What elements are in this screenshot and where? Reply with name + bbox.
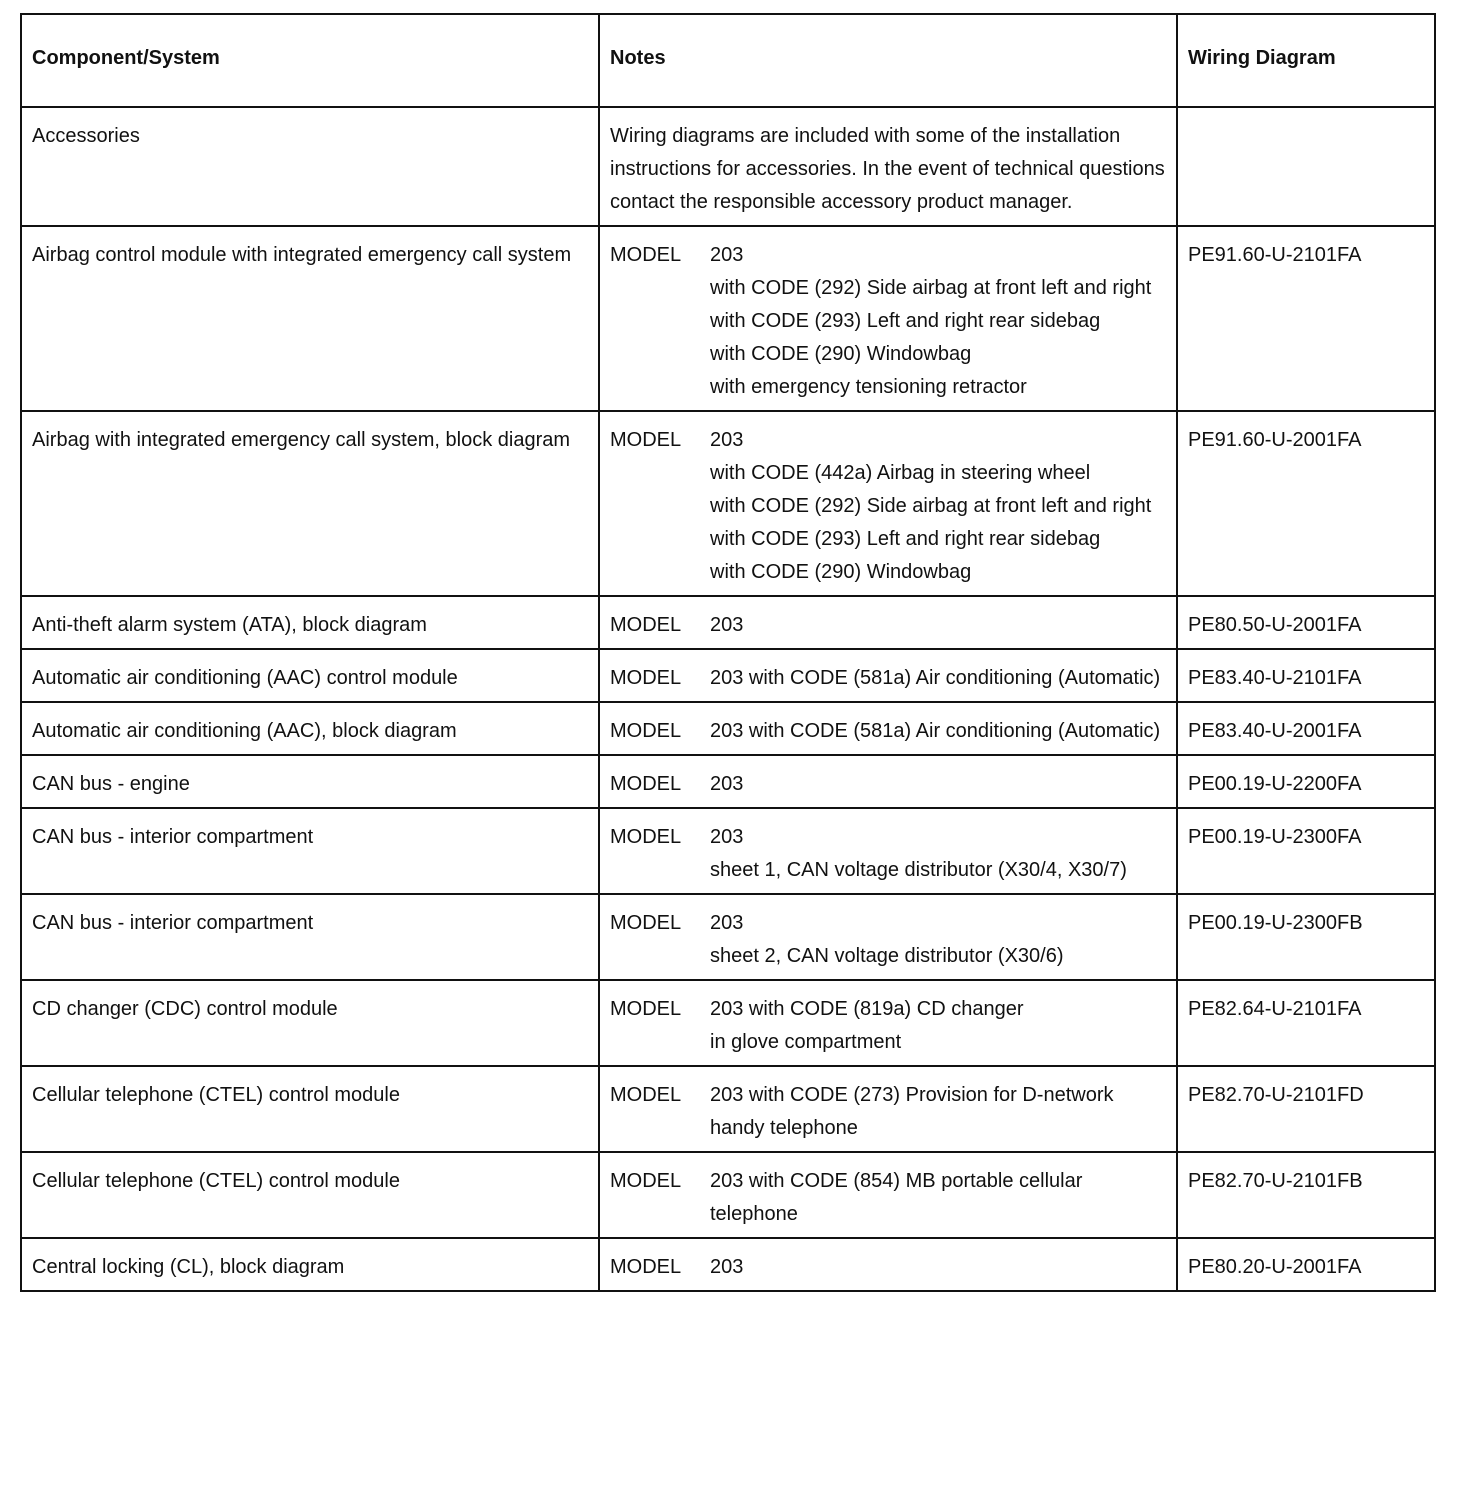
cell-wiring-diagram: PE91.60-U-2001FA	[1177, 411, 1435, 596]
cell-wiring-diagram: PE00.19-U-2200FA	[1177, 755, 1435, 808]
table-header-row	[21, 14, 1435, 107]
cell-notes	[599, 596, 1177, 649]
model-label: MODEL	[610, 1256, 682, 1278]
header-wiring-diagram: Wiring Diagram	[1177, 14, 1435, 107]
table-row	[21, 1066, 1435, 1152]
note-text: Wiring diagrams are included with some of the installation instructions for accessories. In the event of technical questions contact the responsible accessory product manager.	[610, 125, 1165, 213]
note-line: 203 with CODE (273) Provision for D-network handy telephone	[710, 1084, 1114, 1139]
cell-notes	[599, 980, 1177, 1066]
note-lines	[710, 907, 1166, 973]
table-row	[21, 980, 1435, 1066]
note-line: in glove compartment	[710, 1031, 902, 1053]
cell-component: Accessories	[21, 107, 599, 226]
note-line: with CODE (442a) Airbag in steering wheel	[710, 462, 1091, 484]
note-lines	[710, 1079, 1166, 1145]
note-lines	[710, 662, 1166, 695]
cell-component: CAN bus - engine	[21, 755, 599, 808]
note-line: 203 with CODE (581a) Air conditioning (Automatic)	[710, 720, 1161, 742]
notes-block	[610, 768, 1166, 801]
table-row	[21, 596, 1435, 649]
model-label: MODEL	[610, 998, 682, 1020]
note-lines	[710, 715, 1166, 748]
note-lines	[710, 609, 1166, 642]
cell-wiring-diagram: PE80.20-U-2001FA	[1177, 1238, 1435, 1291]
cell-notes	[599, 755, 1177, 808]
note-lines	[710, 768, 1166, 801]
cell-component: CD changer (CDC) control module	[21, 980, 599, 1066]
notes-block	[610, 1251, 1166, 1284]
note-line: 203 with CODE (819a) CD changer	[710, 998, 1024, 1020]
cell-component: Cellular telephone (CTEL) control module	[21, 1152, 599, 1238]
cell-notes	[599, 702, 1177, 755]
cell-wiring-diagram: PE82.70-U-2101FD	[1177, 1066, 1435, 1152]
model-label: MODEL	[610, 826, 682, 848]
cell-component: Automatic air conditioning (AAC), block diagram	[21, 702, 599, 755]
cell-component: Cellular telephone (CTEL) control module	[21, 1066, 599, 1152]
header-component: Component/System	[21, 14, 599, 107]
note-line: 203	[710, 1256, 744, 1278]
notes-block	[610, 1079, 1166, 1145]
note-line: sheet 1, CAN voltage distributor (X30/4, X30/7)	[710, 859, 1127, 881]
model-label: MODEL	[610, 1084, 682, 1106]
note-line: 203	[710, 912, 744, 934]
note-line: 203 with CODE (581a) Air conditioning (Automatic)	[710, 667, 1161, 689]
note-line: with CODE (292) Side airbag at front left and right	[710, 277, 1152, 299]
table-row	[21, 226, 1435, 411]
cell-wiring-diagram: PE82.70-U-2101FB	[1177, 1152, 1435, 1238]
cell-component: Airbag with integrated emergency call system, block diagram	[21, 411, 599, 596]
note-lines	[710, 993, 1166, 1059]
cell-component: Anti-theft alarm system (ATA), block diagram	[21, 596, 599, 649]
note-line: 203	[710, 773, 744, 795]
cell-component: CAN bus - interior compartment	[21, 894, 599, 980]
cell-notes	[599, 1152, 1177, 1238]
model-label: MODEL	[610, 244, 682, 266]
notes-block	[610, 662, 1166, 695]
table-body	[21, 107, 1435, 1291]
cell-component: Central locking (CL), block diagram	[21, 1238, 599, 1291]
note-line: 203	[710, 244, 744, 266]
model-label: MODEL	[610, 1170, 682, 1192]
model-label: MODEL	[610, 720, 682, 742]
note-line: sheet 2, CAN voltage distributor (X30/6)	[710, 945, 1064, 967]
cell-wiring-diagram: PE83.40-U-2001FA	[1177, 702, 1435, 755]
model-label: MODEL	[610, 614, 682, 636]
cell-wiring-diagram	[1177, 107, 1435, 226]
cell-wiring-diagram: PE82.64-U-2101FA	[1177, 980, 1435, 1066]
cell-wiring-diagram: PE00.19-U-2300FA	[1177, 808, 1435, 894]
model-label: MODEL	[610, 912, 682, 934]
note-lines	[710, 424, 1166, 589]
table-row	[21, 1152, 1435, 1238]
note-lines	[710, 1251, 1166, 1284]
cell-notes	[599, 894, 1177, 980]
notes-block	[610, 1165, 1166, 1231]
note-lines	[710, 821, 1166, 887]
table-row	[21, 808, 1435, 894]
cell-wiring-diagram: PE00.19-U-2300FB	[1177, 894, 1435, 980]
notes-block	[610, 907, 1166, 973]
cell-notes	[599, 107, 1177, 226]
notes-block	[610, 715, 1166, 748]
note-line: with CODE (290) Windowbag	[710, 561, 972, 583]
note-line: 203	[710, 614, 744, 636]
cell-notes	[599, 411, 1177, 596]
notes-block	[610, 424, 1166, 589]
notes-block	[610, 609, 1166, 642]
note-line: 203	[710, 826, 744, 848]
note-line: with CODE (290) Windowbag	[710, 343, 972, 365]
model-label: MODEL	[610, 773, 682, 795]
notes-block	[610, 821, 1166, 887]
note-lines	[710, 1165, 1166, 1231]
document-page	[20, 13, 1434, 1292]
cell-component: CAN bus - interior compartment	[21, 808, 599, 894]
note-line: 203 with CODE (854) MB portable cellular telephone	[710, 1170, 1083, 1225]
table-row	[21, 107, 1435, 226]
cell-notes	[599, 1066, 1177, 1152]
table-row	[21, 1238, 1435, 1291]
cell-notes	[599, 1238, 1177, 1291]
notes-block	[610, 239, 1166, 404]
cell-notes	[599, 808, 1177, 894]
cell-component: Automatic air conditioning (AAC) control module	[21, 649, 599, 702]
cell-wiring-diagram: PE91.60-U-2101FA	[1177, 226, 1435, 411]
notes-block	[610, 993, 1166, 1059]
cell-wiring-diagram: PE83.40-U-2101FA	[1177, 649, 1435, 702]
model-label: MODEL	[610, 667, 682, 689]
model-label: MODEL	[610, 429, 682, 451]
note-line: 203	[710, 429, 744, 451]
table-row	[21, 894, 1435, 980]
table-row	[21, 411, 1435, 596]
header-notes: Notes	[599, 14, 1177, 107]
table-row	[21, 702, 1435, 755]
table-row	[21, 649, 1435, 702]
note-line: with CODE (293) Left and right rear sidebag	[710, 310, 1101, 332]
cell-wiring-diagram: PE80.50-U-2001FA	[1177, 596, 1435, 649]
note-line: with CODE (292) Side airbag at front left and right	[710, 495, 1152, 517]
wiring-diagram-table	[20, 13, 1436, 1292]
cell-notes	[599, 226, 1177, 411]
cell-component: Airbag control module with integrated emergency call system	[21, 226, 599, 411]
cell-notes	[599, 649, 1177, 702]
note-line: with emergency tensioning retractor	[710, 376, 1027, 398]
table-row	[21, 755, 1435, 808]
note-lines	[710, 239, 1166, 404]
note-line: with CODE (293) Left and right rear sidebag	[710, 528, 1101, 550]
